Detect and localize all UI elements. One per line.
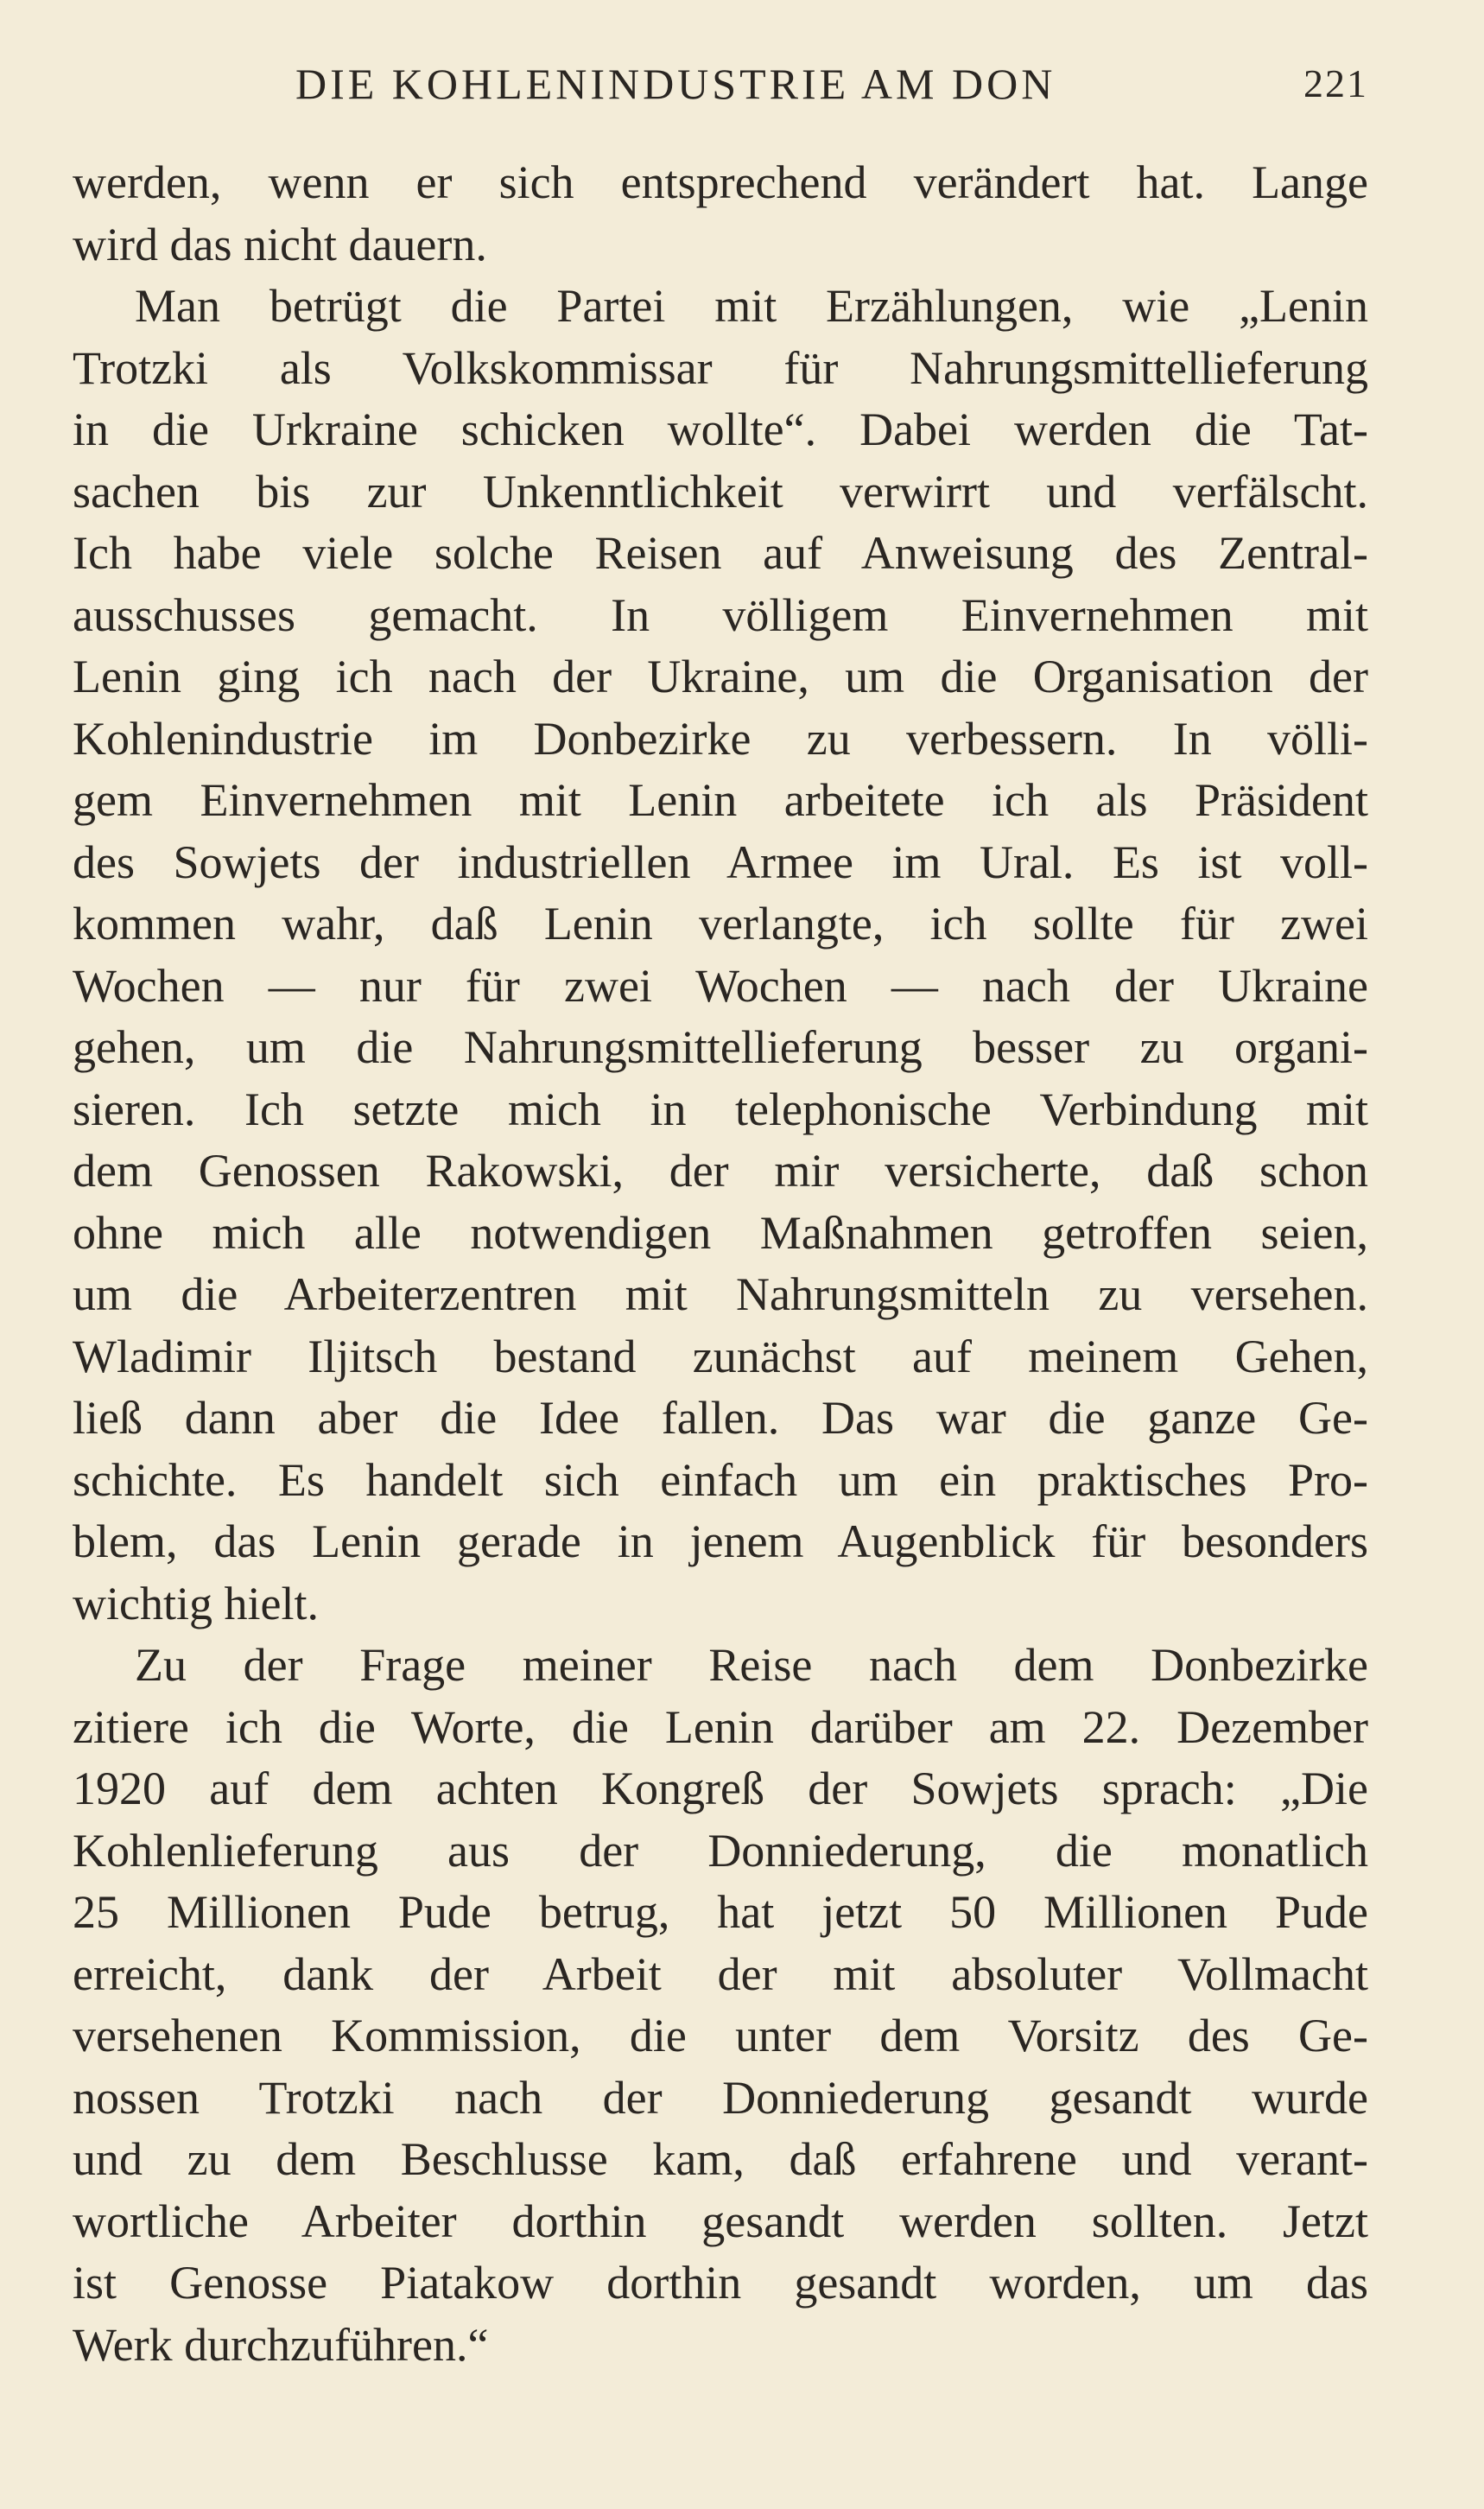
running-head-title: DIE KOHLENINDUSTRIE AM DON	[295, 60, 1056, 108]
text-line: werden, wenn er sich entsprechend verändert hat. Lange	[73, 156, 1368, 208]
text-line: Man betrügt die Partei mit Erzählungen, wie „Lenin	[135, 280, 1368, 332]
text-line: Kohlenindustrie im Donbezirke zu verbessern. In völli-	[73, 712, 1368, 765]
text-line: in die Urkraine schicken wollte“. Dabei werden die Tat-	[73, 403, 1368, 455]
text-line: dem Genossen Rakowski, der mir versicherte, daß schon	[73, 1145, 1368, 1197]
text-line: ließ dann aber die Idee fallen. Das war die ganze Ge-	[73, 1392, 1368, 1444]
text-line: ohne mich alle notwendigen Maßnahmen getroffen seien,	[73, 1206, 1368, 1259]
paragraph	[73, 276, 1368, 1635]
text-line: wird das nicht dauern.	[73, 218, 487, 270]
text-line: zitiere ich die Worte, die Lenin darüber am 22. Dezember	[73, 1700, 1368, 1753]
text-line: wortliche Arbeiter dorthin gesandt werden sollten. Jetzt	[73, 2195, 1368, 2247]
text-line: um die Arbeiterzentren mit Nahrungsmitteln zu versehen.	[73, 1268, 1368, 1320]
body-text	[73, 152, 1368, 2376]
running-head	[73, 54, 1368, 114]
text-line: und zu dem Beschlusse kam, daß erfahrene und verant-	[73, 2133, 1368, 2185]
text-line: sachen bis zur Unkenntlichkeit verwirrt und verfälscht.	[73, 465, 1368, 518]
text-line: wichtig hielt.	[73, 1577, 319, 1629]
text-line: 1920 auf dem achten Kongreß der Sowjets sprach: „Die	[73, 1763, 1368, 1814]
text-line: schichte. Es handelt sich einfach um ein praktisches Pro-	[73, 1453, 1368, 1506]
text-line: Kohlenlieferung aus der Donniederung, die monatlich	[73, 1824, 1368, 1877]
text-line: des Sowjets der industriellen Armee im Ural. Es ist voll-	[73, 835, 1368, 888]
text-line: kommen wahr, daß Lenin verlangte, ich sollte für zwei	[73, 898, 1368, 950]
text-line: Wochen — nur für zwei Wochen — nach der Ukraine	[73, 959, 1368, 1012]
text-line: blem, das Lenin gerade in jenem Augenblick für besonders	[73, 1515, 1368, 1567]
text-line: Werk durchzuführen.“	[73, 2318, 489, 2371]
text-line: nossen Trotzki nach der Donniederung gesandt wurde	[73, 2071, 1368, 2124]
text-line: Trotzki als Volkskommissar für Nahrungsmittellieferung	[73, 341, 1368, 394]
text-line: Lenin ging ich nach der Ukraine, um die Organisation der	[73, 651, 1368, 702]
text-line: Ich habe viele solche Reisen auf Anweisung des Zentral-	[73, 527, 1368, 579]
text-line: Wladimir Iljitsch bestand zunächst auf meinem Gehen,	[73, 1330, 1368, 1382]
page-number: 221	[1303, 61, 1368, 105]
paragraph	[73, 1635, 1368, 2376]
text-line: sieren. Ich setzte mich in telephonische Verbindung mit	[73, 1083, 1368, 1135]
text-line: ist Genosse Piatakow dorthin gesandt worden, um das	[73, 2257, 1368, 2309]
text-line: versehenen Kommission, die unter dem Vorsitz des Ge-	[73, 2010, 1368, 2061]
text-line: 25 Millionen Pude betrug, hat jetzt 50 Millionen Pude	[73, 1886, 1368, 1938]
text-line: gehen, um die Nahrungsmittellieferung besser zu organi-	[73, 1021, 1368, 1073]
text-line: ausschusses gemacht. In völligem Einvernehmen mit	[73, 588, 1368, 641]
text-line: Zu der Frage meiner Reise nach dem Donbezirke	[135, 1639, 1368, 1691]
text-line: erreicht, dank der Arbeit der mit absoluter Vollmacht	[73, 1947, 1368, 2000]
paragraph	[73, 152, 1368, 276]
text-line: gem Einvernehmen mit Lenin arbeitete ich als Präsident	[73, 774, 1368, 826]
